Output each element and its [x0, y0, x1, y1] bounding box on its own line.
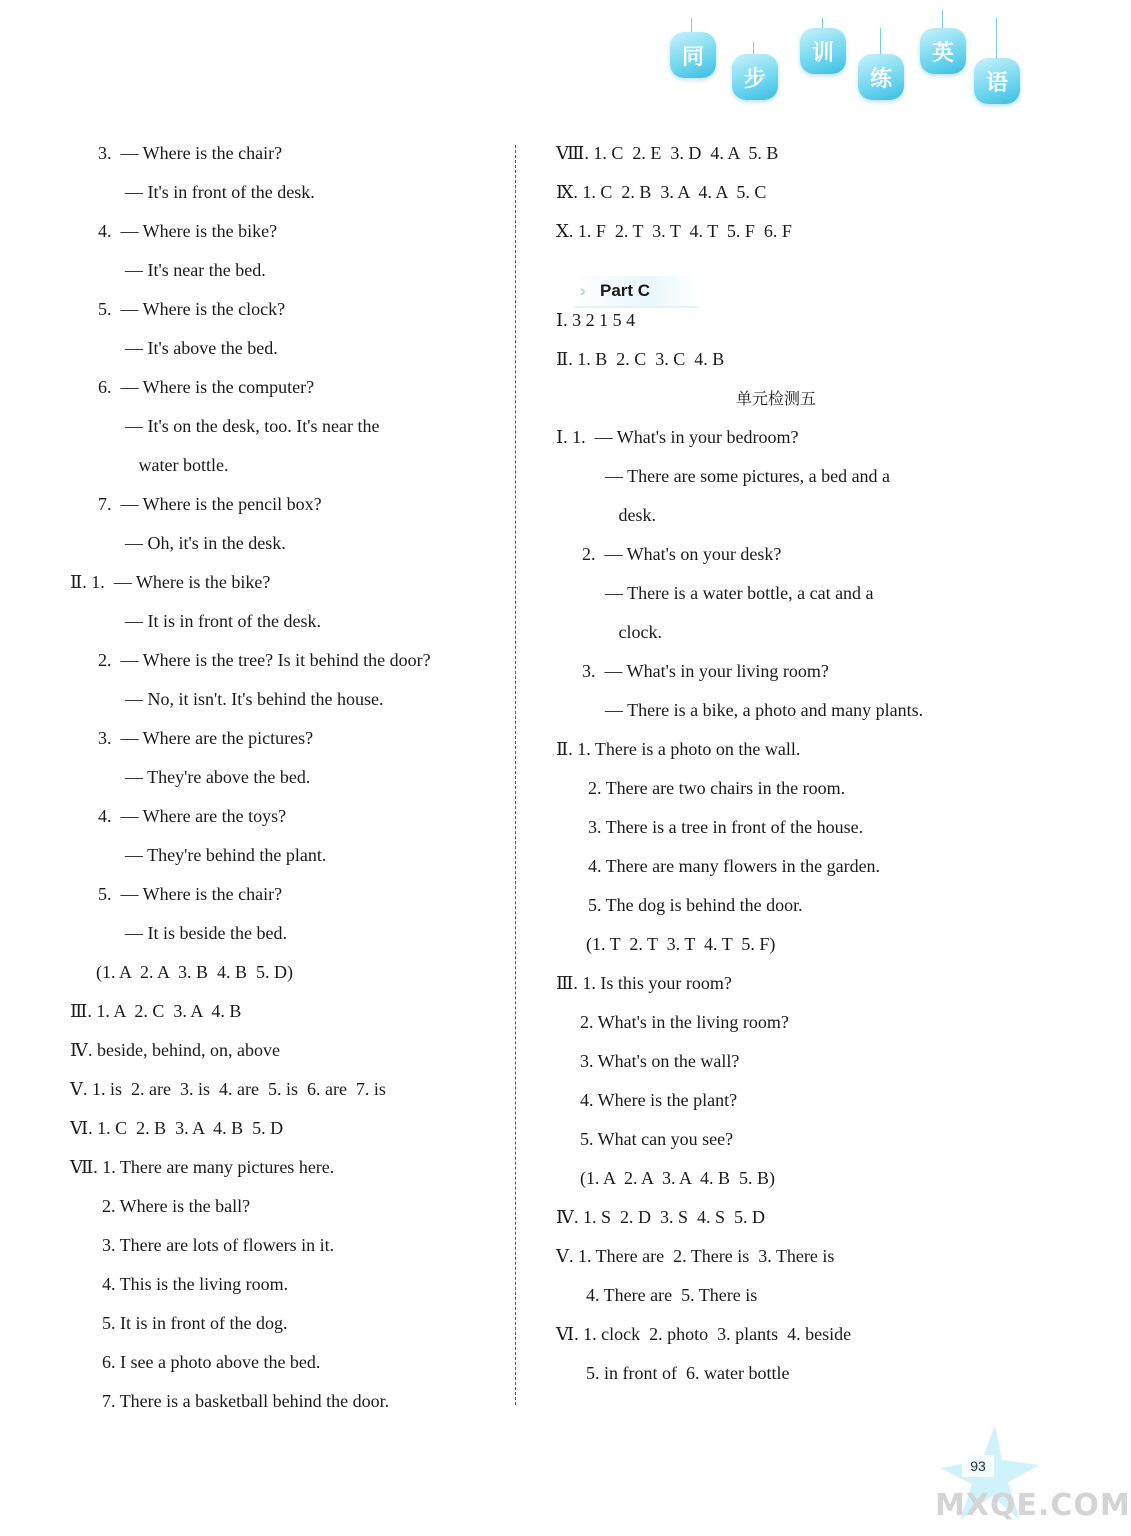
- answer-line: — They're behind the plant.: [98, 845, 327, 865]
- answer-line: 4. This is the living room.: [102, 1274, 289, 1294]
- answer-line: 4. — Where are the toys?: [98, 806, 287, 826]
- header-char-1: 同: [670, 32, 716, 78]
- section-heading-4: Ⅳ. beside, behind, on, above: [70, 1040, 280, 1060]
- answer-line: — It is in front of the desk.: [98, 611, 321, 631]
- section-heading-3: Ⅲ. 1. A 2. C 3. A 4. B: [70, 1001, 242, 1021]
- unit-test-title: 单元检测五: [735, 389, 816, 408]
- answer-line: 6. — Where is the computer?: [98, 377, 315, 397]
- page-number: 93: [962, 1455, 994, 1477]
- answer-line: 5. The dog is behind the door.: [588, 895, 803, 915]
- section-heading-9: Ⅸ. 1. C 2. B 3. A 4. A 5. C: [556, 182, 767, 202]
- answer-line: 2. There are two chairs in the room.: [588, 778, 846, 798]
- section-heading-7: Ⅶ. 1. There are many pictures here.: [70, 1157, 335, 1177]
- answer-line: 3. There is a tree in front of the house.: [588, 817, 864, 837]
- watermark-text: MXQE.COM: [935, 1488, 1131, 1523]
- answer-line: 5. — Where is the chair?: [98, 884, 283, 904]
- answer-line: 2. What's in the living room?: [580, 1012, 789, 1032]
- section-heading-3: Ⅲ. 1. Is this your room?: [556, 973, 732, 993]
- answer-key-line: (1. A 2. A 3. A 4. B 5. B): [580, 1168, 776, 1188]
- answer-line: 3. What's on the wall?: [580, 1051, 740, 1071]
- section-heading-6: Ⅵ. 1. clock 2. photo 3. plants 4. beside: [556, 1324, 852, 1344]
- header-char-2: 步: [732, 54, 778, 100]
- section-heading-1: Ⅰ. 1. — What's in your bedroom?: [556, 427, 799, 447]
- answer-line: 2. — What's on your desk?: [582, 544, 782, 564]
- answer-line: — It is beside the bed.: [98, 923, 287, 943]
- header-char-3: 训: [800, 28, 846, 74]
- page-header: [0, 0, 1062, 120]
- answer-line: — There is a bike, a photo and many plants.: [578, 700, 924, 720]
- section-heading-6: Ⅵ. 1. C 2. B 3. A 4. B 5. D: [70, 1118, 284, 1138]
- left-column: [70, 134, 510, 1421]
- part-c-text: Part C: [600, 281, 651, 300]
- section-heading-4: Ⅳ. 1. S 2. D 3. S 4. S 5. D: [556, 1207, 766, 1227]
- header-char-6: 语: [974, 58, 1020, 104]
- answer-line: — It's above the bed.: [98, 338, 278, 358]
- header-char-5: 英: [920, 28, 966, 74]
- answer-line: desk.: [578, 505, 656, 525]
- answer-line: 2. — Where is the tree? Is it behind the door?: [98, 650, 431, 670]
- answer-line: 5. — Where is the clock?: [98, 299, 286, 319]
- column-divider: [515, 145, 516, 1405]
- answer-key-line: (1. A 2. A 3. B 4. B 5. D): [96, 962, 294, 982]
- answer-line: 4. There are many flowers in the garden.: [588, 856, 881, 876]
- answer-line: 3. — Where is the chair?: [98, 143, 283, 163]
- answer-line: — No, it isn't. It's behind the house.: [98, 689, 384, 709]
- answer-line: 7. There is a basketball behind the door.: [102, 1391, 390, 1411]
- answer-line: 6. I see a photo above the bed.: [102, 1352, 321, 1372]
- section-heading-5: Ⅴ. 1. is 2. are 3. is 4. are 5. is 6. are 7. is: [70, 1079, 386, 1099]
- answer-line: 3. — What's in your living room?: [582, 661, 829, 681]
- answer-line: 7. — Where is the pencil box?: [98, 494, 322, 514]
- section-heading-10: Ⅹ. 1. F 2. T 3. T 4. T 5. F 6. F: [556, 221, 792, 241]
- answer-line: 3. There are lots of flowers in it.: [102, 1235, 335, 1255]
- answer-line: water bottle.: [98, 455, 229, 475]
- answer-line: 5. It is in front of the dog.: [102, 1313, 288, 1333]
- answer-line: — There are some pictures, a bed and a: [578, 466, 891, 486]
- answer-line: 5. in front of 6. water bottle: [586, 1363, 790, 1383]
- section-heading-2: Ⅱ. 1. There is a photo on the wall.: [556, 739, 801, 759]
- answer-line: — It's on the desk, too. It's near the: [98, 416, 380, 436]
- section-heading-1: Ⅰ. 3 2 1 5 4: [556, 310, 636, 330]
- answer-line: 4. Where is the plant?: [580, 1090, 738, 1110]
- answer-line: 4. There are 5. There is: [586, 1285, 758, 1305]
- answer-line: — It's in front of the desk.: [98, 182, 315, 202]
- answer-key-line: (1. T 2. T 3. T 4. T 5. F): [586, 934, 776, 954]
- answer-line: — They're above the bed.: [98, 767, 311, 787]
- section-heading-5: Ⅴ. 1. There are 2. There is 3. There is: [556, 1246, 835, 1266]
- answer-line: 3. — Where are the pictures?: [98, 728, 314, 748]
- answer-line: — It's near the bed.: [98, 260, 266, 280]
- answer-line: — Oh, it's in the desk.: [98, 533, 286, 553]
- section-heading-2: Ⅱ. 1. — Where is the bike?: [70, 572, 271, 592]
- answer-line: 4. — Where is the bike?: [98, 221, 278, 241]
- section-heading-2: Ⅱ. 1. B 2. C 3. C 4. B: [556, 349, 725, 369]
- chevron-right-icon: ›: [580, 281, 586, 300]
- header-char-4: 练: [858, 54, 904, 100]
- answer-line: clock.: [578, 622, 662, 642]
- right-column: [556, 134, 996, 1393]
- section-heading-8: Ⅷ. 1. C 2. E 3. D 4. A 5. B: [556, 143, 779, 163]
- answer-line: 5. What can you see?: [580, 1129, 734, 1149]
- answer-line: — There is a water bottle, a cat and a: [578, 583, 874, 603]
- answer-line: 2. Where is the ball?: [102, 1196, 251, 1216]
